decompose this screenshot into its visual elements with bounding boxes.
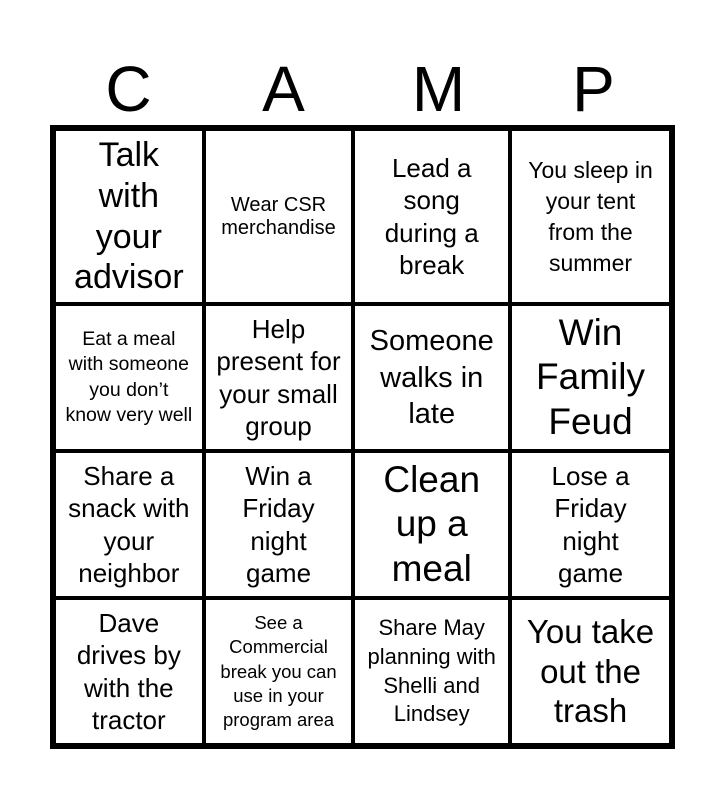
bingo-header bbox=[51, 52, 671, 127]
header-letter-m: M bbox=[411, 53, 466, 125]
bingo-cell: Win Family Feud bbox=[510, 304, 671, 451]
bingo-cell: Eat a meal with someone you don’t know very well bbox=[54, 304, 204, 451]
bingo-cell: See a Commercial break you can use in your program area bbox=[204, 598, 354, 745]
header-letter-p: P bbox=[572, 53, 615, 125]
bingo-cell: Wear CSR merchandise bbox=[204, 129, 354, 304]
bingo-cell: Lose a Friday night game bbox=[510, 451, 671, 598]
header-letter-c: C bbox=[105, 53, 152, 125]
bingo-cell: Share May planning with Shelli and Lindsey bbox=[353, 598, 510, 745]
bingo-cell: Dave drives by with the tractor bbox=[54, 598, 204, 745]
bingo-cell: Help present for your small group bbox=[204, 304, 354, 451]
bingo-cell: Lead a song during a break bbox=[353, 129, 510, 304]
bingo-cell: Talk with your advisor bbox=[54, 129, 204, 304]
bingo-cell: Share a snack with your neighbor bbox=[54, 451, 204, 598]
bingo-cell: Someone walks in late bbox=[353, 304, 510, 451]
bingo-board bbox=[50, 125, 675, 749]
bingo-cell: Win a Friday night game bbox=[204, 451, 354, 598]
header-letter-a: A bbox=[262, 53, 305, 125]
bingo-cell: You sleep in your tent from the summer bbox=[510, 129, 671, 304]
bingo-cell: Clean up a meal bbox=[353, 451, 510, 598]
bingo-cell: You take out the trash bbox=[510, 598, 671, 745]
